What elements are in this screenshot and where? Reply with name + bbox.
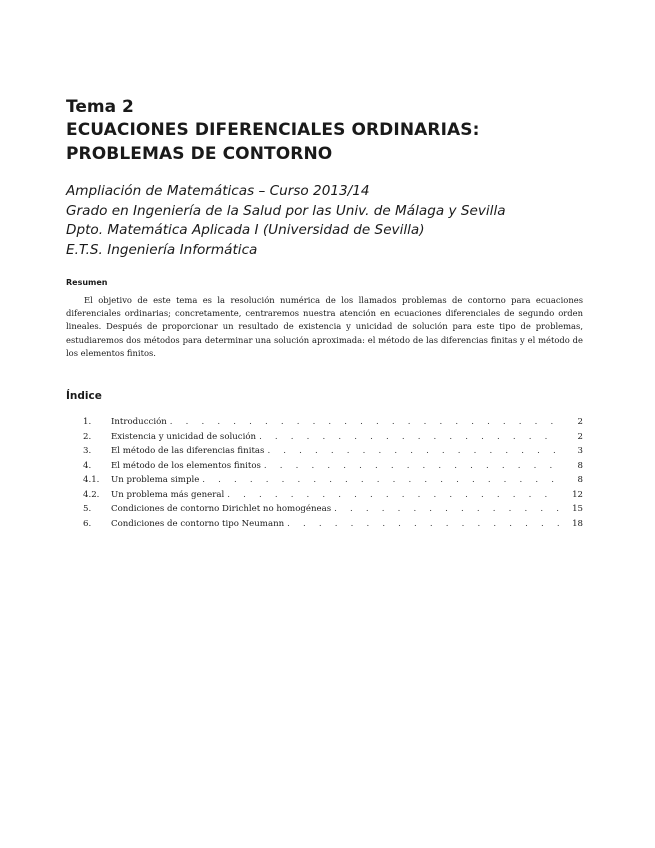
abstract-text: El objetivo de este tema es la resolución numérica de los llamados problemas de contorno para ecuaciones diferenciales ordinarias; concretamente, centraremos nuestra atención en ecuaciones diferenciales de segundo orden lineales. Después de proporcionar un resultado de existencia y unicidad de solución para este tipo de problemas, estudiaremos dos métodos para determinar una solución aproximada: el método de las diferencias finitas y el método de los elementos finitos.: [66, 295, 583, 358]
toc-number: 1.: [83, 417, 92, 427]
toc-leader-dots: [259, 432, 559, 442]
course-info: [66, 182, 606, 260]
toc-page-number: 3: [577, 446, 583, 456]
toc-leader-dots: [227, 490, 559, 500]
toc-page-number: 8: [577, 460, 583, 471]
toc-page-number: 12: [572, 489, 583, 500]
toc-number: 2.: [83, 431, 92, 442]
toc-title: Introducción: [111, 417, 167, 427]
toc-number: 4.1.: [83, 475, 100, 485]
degree-line: Grado en Ingeniería de la Salud por las Univ. de Málaga y Sevilla: [66, 202, 506, 219]
tema-label: Tema 2: [66, 97, 134, 117]
toc-page-number: 2: [577, 417, 583, 427]
toc-entry[interactable]: [83, 490, 583, 505]
toc-title: Un problema más general: [111, 489, 225, 500]
toc-page-number: 18: [572, 518, 583, 529]
title-block: [66, 96, 606, 166]
toc-entry[interactable]: [83, 519, 583, 534]
toc-number: 5.: [83, 504, 92, 514]
abstract-heading: Resumen: [66, 278, 108, 287]
toc-title: El método de las diferencias finitas: [111, 446, 265, 456]
course-line: Ampliación de Matemáticas – Curso 2013/14: [66, 183, 370, 199]
toc-leader-dots: [267, 446, 559, 456]
toc-entry[interactable]: [83, 504, 583, 519]
toc-title: Existencia y unicidad de solución: [111, 431, 257, 442]
toc-entry[interactable]: [83, 417, 583, 432]
toc-page-number: 15: [572, 504, 583, 514]
toc-page-number: 2: [577, 431, 583, 442]
toc-title: Condiciones de contorno Dirichlet no homogéneas: [111, 504, 332, 514]
title-line-1: ECUACIONES DIFERENCIALES ORDINARIAS:: [66, 120, 480, 140]
toc-entry[interactable]: [83, 432, 583, 447]
toc-heading: Índice: [66, 390, 102, 402]
toc-number: 3.: [83, 446, 92, 456]
toc-number: 6.: [83, 518, 92, 529]
school-line: E.T.S. Ingeniería Informática: [66, 241, 258, 258]
toc-entry[interactable]: [83, 446, 583, 461]
toc-leader-dots: [264, 461, 559, 471]
toc-leader-dots: [334, 504, 559, 514]
toc-title: El método de los elementos finitos: [111, 460, 261, 471]
toc-leader-dots: [287, 519, 559, 529]
department-line: Dpto. Matemática Aplicada I (Universidad de Sevilla): [66, 222, 425, 238]
toc-number: 4.: [83, 460, 92, 471]
toc-title: Condiciones de contorno tipo Neumann: [111, 518, 285, 529]
toc-page-number: 8: [577, 475, 583, 485]
toc-entry[interactable]: [83, 475, 583, 490]
table-of-contents: [83, 417, 583, 533]
toc-leader-dots: [170, 417, 559, 427]
toc-title: Un problema simple: [111, 475, 200, 485]
title-line-2: PROBLEMAS DE CONTORNO: [66, 144, 333, 164]
toc-number: 4.2.: [83, 489, 100, 500]
toc-leader-dots: [202, 475, 559, 485]
toc-entry[interactable]: [83, 461, 583, 476]
